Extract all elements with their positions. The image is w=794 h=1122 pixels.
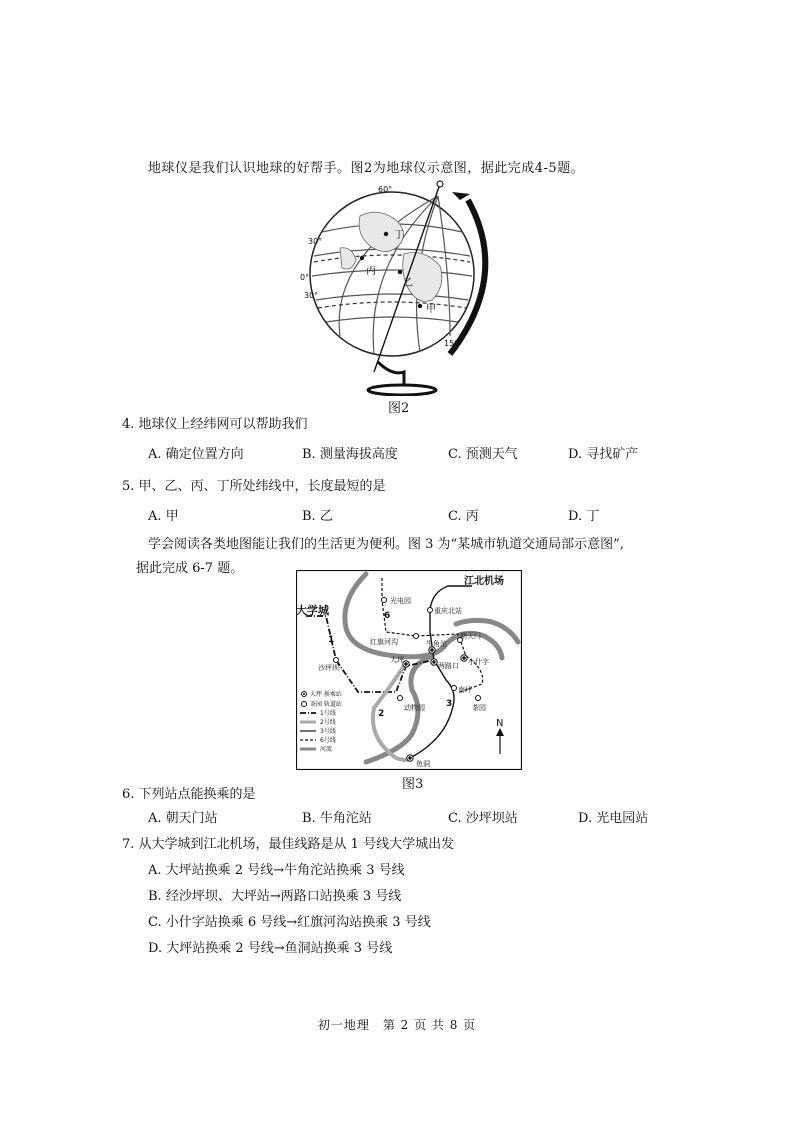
station-label: 大坪 bbox=[390, 656, 404, 664]
q5-option-d[interactable]: D. 丁 bbox=[568, 509, 600, 524]
station-label: 动物园 bbox=[404, 704, 425, 712]
q7-option-b[interactable]: B. 经沙坪坝、大坪站→两路口站换乘 3 号线 bbox=[148, 889, 402, 904]
meridian-ring bbox=[450, 200, 485, 354]
metro-map-figure bbox=[296, 570, 522, 770]
q6-option-d[interactable]: D. 光电园站 bbox=[578, 811, 649, 826]
globe-stand bbox=[378, 362, 404, 384]
q6-stem: 6. 下列站点能换乘的是 bbox=[122, 787, 256, 802]
svg-text:大坪 换乘站: 大坪 换乘站 bbox=[310, 691, 342, 698]
point-jia: 甲 bbox=[426, 304, 436, 315]
lat-label: 60° bbox=[378, 185, 393, 194]
point-bing: 丙 bbox=[366, 266, 376, 277]
svg-text:2号线: 2号线 bbox=[320, 719, 336, 726]
station-label: 朝天门 bbox=[460, 632, 481, 640]
q7-stem: 7. 从大学城到江北机场，最佳线路是从 1 号线大学城出发 bbox=[122, 837, 455, 852]
svg-text:1号线: 1号线 bbox=[320, 710, 336, 717]
q5-option-b[interactable]: B. 乙 bbox=[302, 509, 333, 524]
station-label: 江北机场 bbox=[464, 576, 504, 587]
point-ding: 丁 bbox=[394, 230, 404, 241]
q7-option-c[interactable]: C. 小什字站换乘 6 号线→红旗河沟站换乘 3 号线 bbox=[148, 915, 431, 930]
station-label: 重庆北站 bbox=[434, 607, 462, 615]
globe-figure bbox=[300, 176, 500, 396]
lat-label: 150° bbox=[444, 339, 464, 348]
q6-option-b[interactable]: B. 牛角沱站 bbox=[302, 811, 372, 826]
line-number: 6 bbox=[384, 611, 391, 621]
svg-text:6号线: 6号线 bbox=[320, 737, 336, 744]
q4-stem: 4. 地球仪上经纬网可以帮助我们 bbox=[122, 417, 308, 432]
q5-option-c[interactable]: C. 丙 bbox=[448, 509, 479, 524]
page-footer: 初一地理 第 2 页 共 8 页 bbox=[317, 1018, 477, 1032]
station-label: 红旗河沟 bbox=[370, 638, 398, 646]
station-label: 南坪 bbox=[458, 686, 472, 694]
station-label: 两路口 bbox=[438, 662, 459, 670]
line-number: 1 bbox=[328, 635, 335, 645]
station-label: 大学城 bbox=[296, 604, 329, 617]
svg-text:3号线: 3号线 bbox=[320, 728, 336, 735]
q7-option-d[interactable]: D. 大坪站换乘 2 号线→鱼洞站换乘 3 号线 bbox=[148, 941, 393, 956]
svg-text:河流: 河流 bbox=[320, 746, 333, 753]
station-label: 茶园 bbox=[472, 704, 486, 712]
section2-intro-line1: 学会阅读各类地图能让我们的生活更为便利。图 3 为“某城市轨道交通局部示意图”, bbox=[148, 537, 624, 552]
q4-option-b[interactable]: B. 测量海拔高度 bbox=[302, 447, 398, 462]
q7-option-a[interactable]: A. 大坪站换乘 2 号线→牛角沱站换乘 3 号线 bbox=[148, 863, 405, 878]
q4-option-c[interactable]: C. 预测天气 bbox=[448, 447, 518, 462]
station-label: 沙坪坝 bbox=[318, 664, 339, 672]
lat-label: 0° bbox=[300, 273, 310, 282]
station-label: 牛角沱 bbox=[426, 640, 447, 648]
lat-label: 30° bbox=[308, 237, 323, 246]
line-number: 2 bbox=[378, 709, 385, 719]
q4-option-a[interactable]: A. 确定位置方向 bbox=[148, 447, 244, 462]
north-label: N bbox=[496, 718, 504, 729]
station-label: 鱼洞 bbox=[416, 760, 430, 768]
station-label: 小什字 bbox=[468, 658, 489, 666]
figure2-caption: 图2 bbox=[388, 401, 410, 416]
lat-label: 30° bbox=[304, 291, 319, 300]
q6-option-c[interactable]: C. 沙坪坝站 bbox=[448, 811, 518, 826]
q4-option-d[interactable]: D. 寻找矿产 bbox=[568, 447, 639, 462]
q6-option-a[interactable]: A. 朝天门站 bbox=[148, 811, 218, 826]
section1-intro: 地球仪是我们认识地球的好帮手。图2为地球仪示意图，据此完成4-5题。 bbox=[148, 161, 585, 176]
q5-stem: 5. 甲、乙、丙、丁所处纬线中，长度最短的是 bbox=[122, 479, 386, 494]
line-number: 3 bbox=[446, 699, 453, 709]
station-label: 光电园 bbox=[390, 597, 411, 605]
figure3-caption: 图3 bbox=[402, 777, 424, 792]
q5-option-a[interactable]: A. 甲 bbox=[148, 509, 179, 524]
section2-intro-line2: 据此完成 6-7 题。 bbox=[136, 561, 244, 576]
point-yi: 乙 bbox=[403, 278, 413, 289]
svg-text:茶园 轨道站: 茶园 轨道站 bbox=[310, 701, 342, 708]
